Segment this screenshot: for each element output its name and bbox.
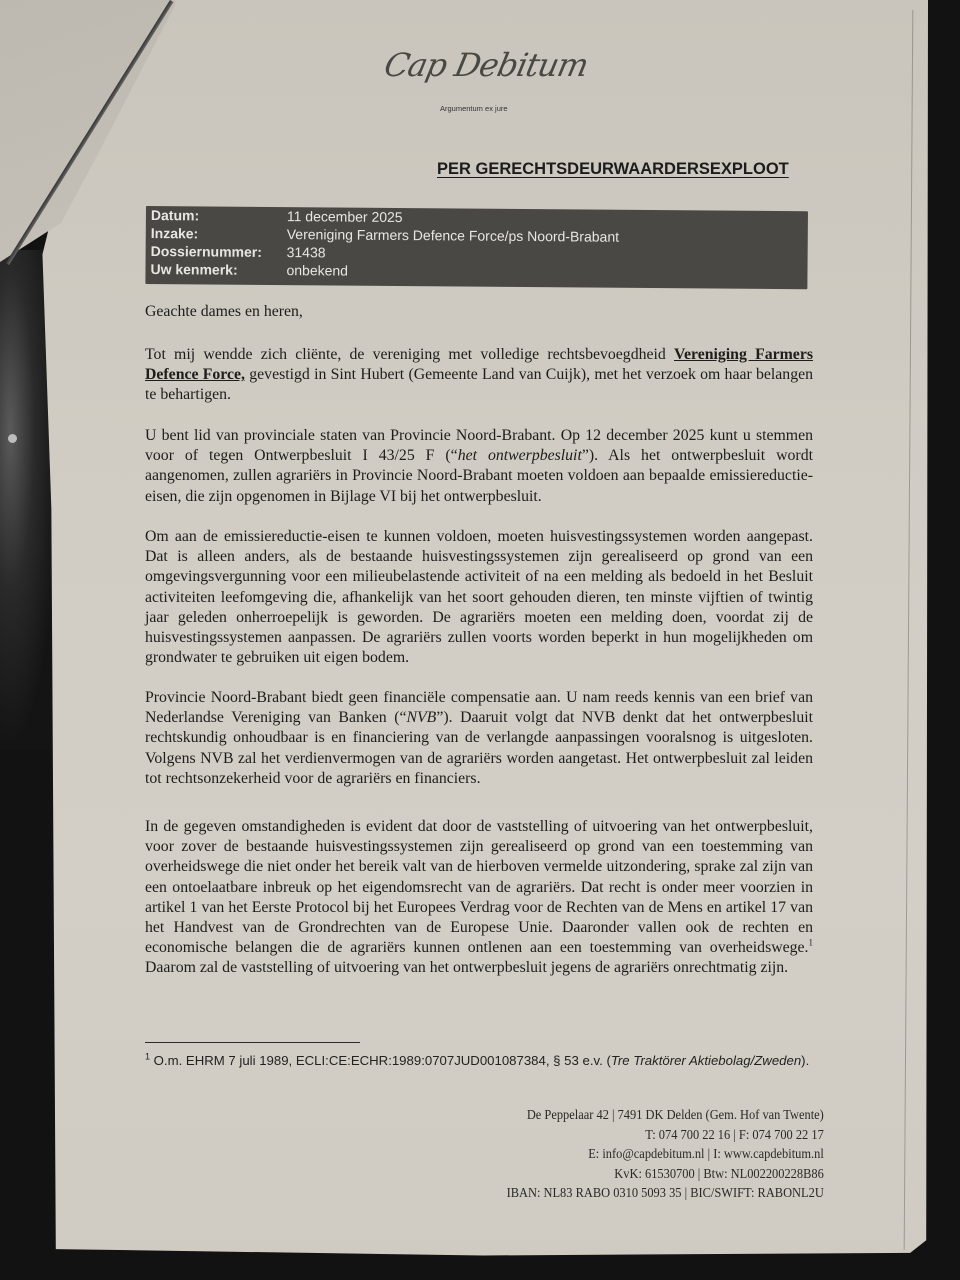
info-row-datum <box>151 207 403 225</box>
logo-wordmark: Cap Debitum <box>380 46 592 84</box>
address-line: De Peppelaar 42 | 7491 DK Delden (Gem. Hof van Twente) <box>527 1107 824 1122</box>
info-value: 11 december 2025 <box>286 208 403 226</box>
info-value: Vereniging Farmers Defence Force/ps Noord-Brabant <box>286 226 620 245</box>
text-span: gevestigd in Sint Hubert (Gemeente Land van Cuijk), met het verzoek om haar belangen te behartigen. <box>145 366 813 404</box>
info-row-inzake <box>151 225 619 245</box>
case-name: Tre Traktörer Aktiebolag/Zweden <box>610 1053 802 1068</box>
text-span: Provincie Noord-Brabant biedt geen financiële compensatie aan. U nam reeds kennis van een brief van Nederlandse Vereniging van Banken (“ <box>145 689 813 727</box>
info-label: Datum: <box>150 207 200 224</box>
italic-term: het ontwerpbesluit <box>457 447 582 465</box>
footnote-separator <box>145 1042 360 1043</box>
text-span: Daarom zal de vaststelling of uitvoering van het ontwerpbesluit jegens de agrariërs onrechtmatig zijn. <box>145 959 789 977</box>
footnote <box>145 1051 825 1070</box>
info-value: 31438 <box>286 244 326 261</box>
document-heading: PER GERECHTSDEURWAARDERSEXPLOOT <box>437 160 789 178</box>
paragraph-ontwerpbesluit <box>145 426 813 507</box>
text-span: Tot mij wendde zich cliënte, de vereniging met volledige rechtsbevoegdheid <box>145 346 675 363</box>
paragraph-emissie: Om aan de emissiereductie-eisen te kunnen voldoen, moeten huisvestingssystemen worden aangepast. Dat is alleen anders, als de bestaande huisvestingssystemen zijn gerealiseerd op grond van een omgevingsvergunning voor een milieubelastende activiteit of na een melding als bedoeld in het Besluit activiteiten leefomgeving die, afhankelijk van het soort gehouden dieren, ten minste vijftien of twintig jaar geleden onherroepelijk is geworden. De agrariërs moeten een melding doen, voordat zij de huisvestingssystemen aanpassen. De agrariërs zullen voorts worden beperkt in hun mogelijkheden om grondwater te gebruiken uit eigen bodem. <box>145 528 813 667</box>
kvk-btw-line: KvK: 61530700 | Btw: NL002200228B86 <box>614 1165 824 1181</box>
info-value: onbekend <box>286 262 349 279</box>
client-name: Vereniging Farmers Defence Force, <box>145 346 813 384</box>
italic-term: NVB <box>406 709 437 727</box>
paragraph-nvb <box>145 688 813 789</box>
info-row-kenmerk <box>150 261 348 279</box>
info-row-dossiernummer <box>151 243 326 260</box>
info-label: Uw kenmerk: <box>150 261 238 278</box>
footnote-number: 1 <box>145 1051 151 1062</box>
salutation: Geachte dames en heren, <box>145 303 303 320</box>
text-span: In de gegeven omstandigheden is evident dat door de vaststelling of uitvoering van het ontwerpbesluit, voor zover de bestaande huisvestingssystemen zijn gerealiseerd op grond van een toestemming van overheidswege die niet onder het bereik valt van de hierboven vermelde uitzondering, sprake zal zijn van een ontoelaatbare inbreuk op het eigendomsrecht van de agrariërs. Dat recht is onder meer voorzien in artikel 1 van het Eerste Protocol bij het Europees Verdrag voor de Rechten van de Mens en artikel 17 van het Handvest van de Grondrechten van de Europese Unie. Daaronder vallen ook de rechten en economische belangen die de agrariërs kunnen ontlenen aan een toestemming van overheidswege. <box>145 818 813 957</box>
bank-line: IBAN: NL83 RABO 0310 5093 35 | BIC/SWIFT: RABONL2U <box>506 1185 824 1201</box>
info-label: Dossiernummer: <box>150 243 262 260</box>
info-label: Inzake: <box>150 225 199 242</box>
letterhead-footer-address <box>507 1105 824 1203</box>
text-span: ”). Als het ontwerpbesluit wordt aangenomen, zullen agrariërs in Provincie Noord-Brabant moeten voldoen aan bepaalde emissiereductie-eisen, die zijn opgenomen in Bijlage VI bij het ontwerpbesluit. <box>145 447 813 505</box>
text-span: ). <box>801 1053 810 1068</box>
text-span: O.m. EHRM 7 juli 1989, ECLI:CE:ECHR:1989:0707JUD001087384, § 53 e.v. ( <box>150 1053 611 1068</box>
email-web-line: E: info@capdebitum.nl | I: www.capdebitum.nl <box>588 1146 824 1162</box>
footnote-reference: 1 <box>808 937 813 948</box>
logo-tagline: Argumentum ex jure <box>440 104 508 113</box>
background-light-reflection <box>8 434 17 443</box>
paragraph-client <box>145 345 813 406</box>
letterhead-logo <box>380 46 605 116</box>
paragraph-eigendomsrecht <box>145 817 813 979</box>
phone-fax-line: T: 074 700 22 16 | F: 074 700 22 17 <box>645 1126 824 1142</box>
reference-box <box>145 206 808 289</box>
text-span: U bent lid van provinciale staten van Provincie Noord-Brabant. Op 12 december 2025 kunt u stemmen voor of tegen Ontwerpbesluit I 43/25 F (“ <box>145 427 813 465</box>
text-span: ”). Daaruit volgt dat NVB denkt dat het ontwerpbesluit rechtskundig onhoudbaar is en financiering van de verlangde aanpassingen vooralsnog is uitgesloten. Volgens NVB zal het verdienvermogen van de agrariërs worden aangetast. Het ontwerpbesluit zal leiden tot rechtsonzekerheid voor de agrariërs en financiers. <box>145 709 814 787</box>
